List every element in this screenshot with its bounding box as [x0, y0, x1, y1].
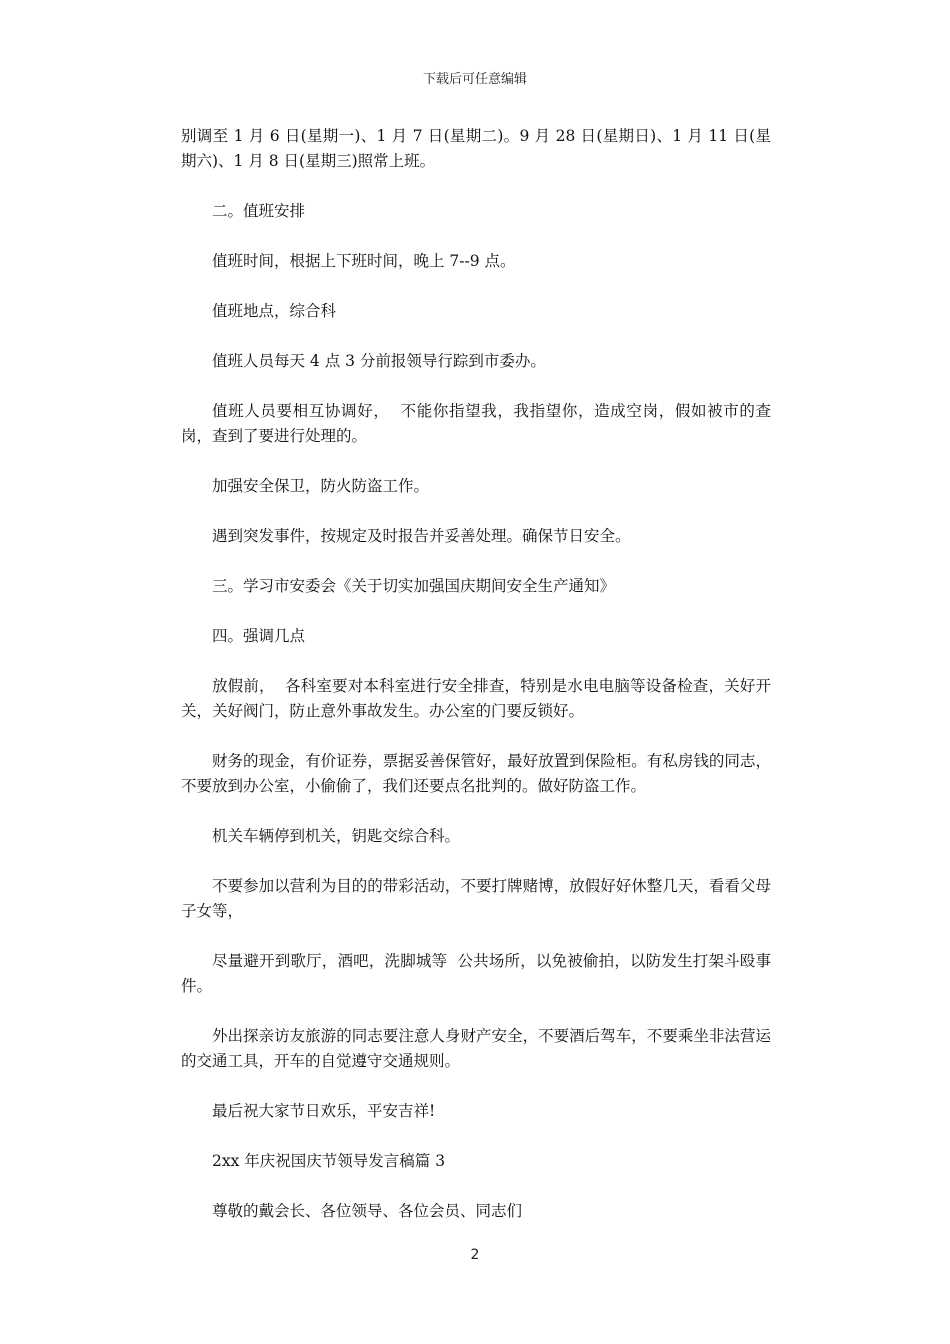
paragraph-13: 机关车辆停到机关，钥匙交综合科。: [212, 827, 461, 845]
paragraph-16: 外出探亲访友旅游的同志要注意人身财产安全，不要酒后驾车，不要乘坐非法营运的交通工具，开车的自觉遵守交通规则。: [181, 1027, 771, 1070]
paragraph-9: 三。学习市安委会《关于切实加强国庆期间安全生产通知》: [212, 577, 616, 595]
paragraph-11: 放假前， 各科室要对本科室进行安全排查，特别是水电电脑等设备检查，关好开关，关好阀门，防止意外事故发生。办公室的门要反锁好。: [181, 677, 771, 720]
paragraph-17: 最后祝大家节日欢乐，平安吉祥!: [212, 1102, 436, 1120]
paragraph-2: 二。值班安排: [212, 202, 306, 220]
page-header: 下载后可任意编辑: [422, 72, 527, 87]
paragraph-8: 遇到突发事件，按规定及时报告并妥善处理。确保节日安全。: [212, 527, 631, 545]
paragraph-7: 加强安全保卫，防火防盗工作。: [212, 477, 430, 495]
paragraph-18: 2xx 年庆祝国庆节领导发言稿篇 3: [212, 1152, 446, 1170]
paragraph-10: 四。强调几点: [212, 627, 306, 645]
paragraph-5: 值班人员每天 4 点 3 分前报领导行踪到市委办。: [212, 352, 546, 370]
paragraph-1: 别调至 1 月 6 日(星期一)、1 月 7 日(星期二)。9 月 28 日(星期日)、1 月 11 日(星期六)、1 月 8 日(星期三)照常上班。: [181, 127, 771, 170]
document-body: [181, 124, 771, 1249]
paragraph-3: 值班时间，根据上下班时间，晚上 7--9 点。: [212, 252, 516, 270]
paragraph-4: 值班地点，综合科: [212, 302, 337, 320]
paragraph-6: 值班人员要相互协调好， 不能你指望我，我指望你，造成空岗，假如被市的查岗，查到了要进行处理的。: [181, 402, 771, 445]
paragraph-15: 尽量避开到歌厅，酒吧，洗脚城等 公共场所，以免被偷拍，以防发生打架斗殴事件。: [181, 952, 771, 995]
paragraph-14: 不要参加以营利为目的的带彩活动，不要打牌赌博，放假好好休整几天，看看父母子女等，: [181, 877, 771, 920]
page-number: 2: [470, 1247, 480, 1263]
paragraph-19: 尊敬的戴会长、各位领导、各位会员、同志们: [212, 1202, 523, 1220]
paragraph-12: 财务的现金，有价证券，票据妥善保管好，最好放置到保险柜。有私房钱的同志，不要放到办公室，小偷偷了，我们还要点名批判的。做好防盗工作。: [181, 752, 771, 795]
